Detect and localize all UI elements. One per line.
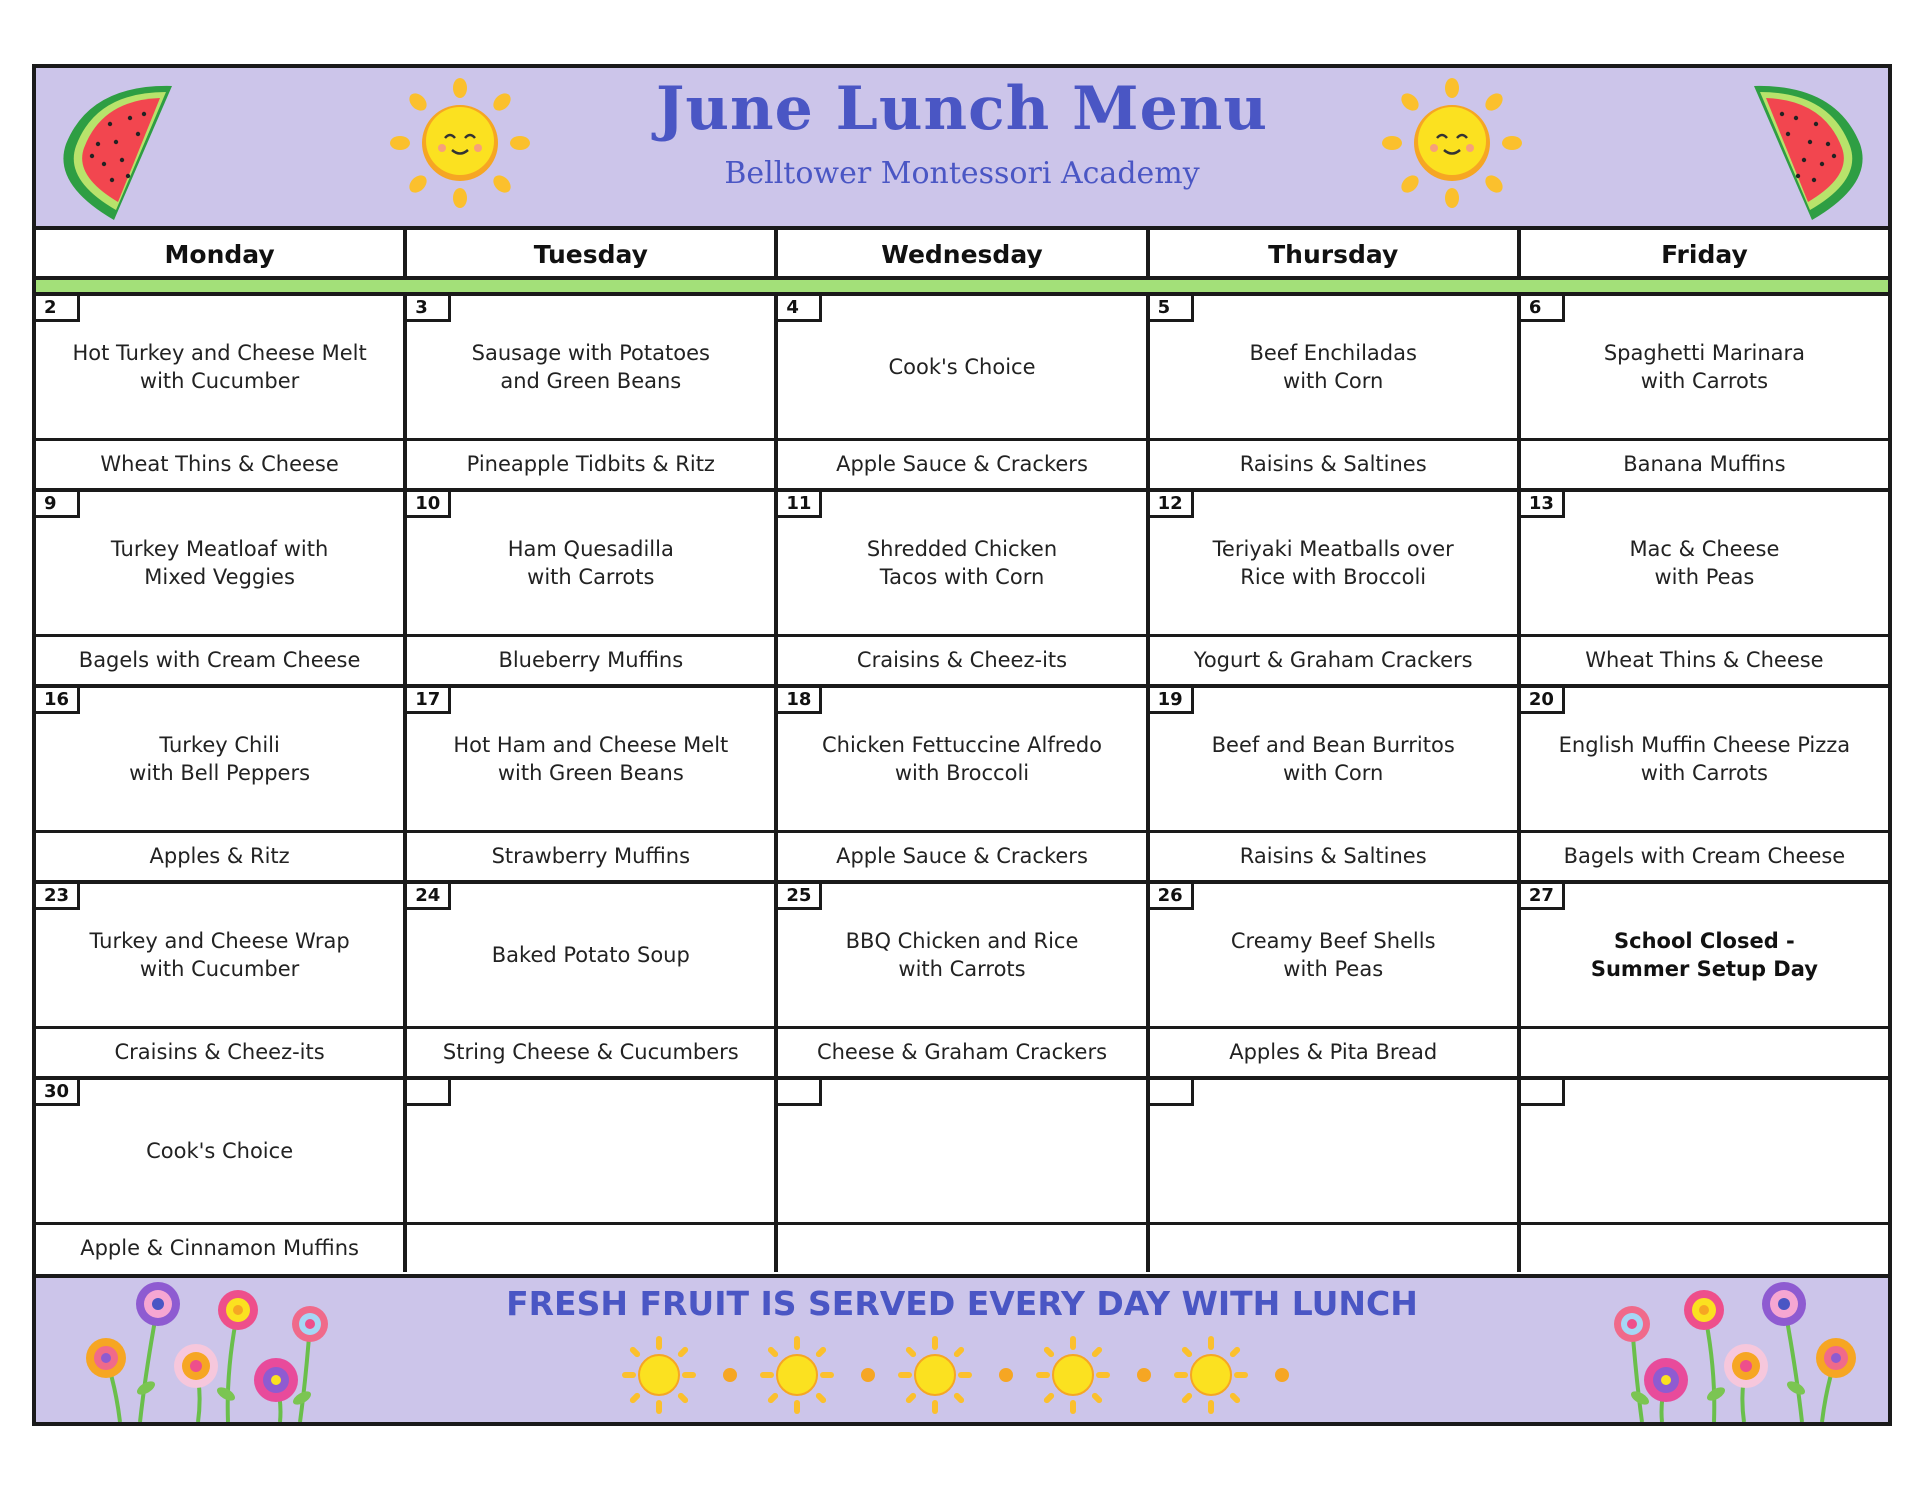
- day-cell: [407, 492, 778, 684]
- week-row: [36, 488, 1888, 684]
- menu-grid: [36, 292, 1888, 1274]
- date-number: 11: [778, 492, 822, 518]
- day-cell: [1521, 492, 1888, 684]
- lunch-item: Ham Quesadilla with Carrots: [507, 537, 674, 589]
- day-cell: [36, 296, 407, 488]
- lunch-item: Hot Turkey and Cheese Melt with Cucumber: [72, 341, 367, 393]
- date-number: 13: [1521, 492, 1565, 518]
- snack-item: [1521, 1222, 1888, 1272]
- day-cell: [1150, 296, 1521, 488]
- day-cell: [36, 1080, 407, 1272]
- snack-item: Cheese & Graham Crackers: [778, 1026, 1145, 1076]
- snack-item: String Cheese & Cucumbers: [407, 1026, 774, 1076]
- snack-item: Raisins & Saltines: [1150, 830, 1517, 880]
- day-cell: [1521, 1080, 1888, 1272]
- day-cell: [1150, 492, 1521, 684]
- day-cell: [778, 1080, 1149, 1272]
- day-cell: [1150, 688, 1521, 880]
- date-number: 4: [778, 296, 822, 322]
- snack-item: Apples & Ritz: [36, 830, 403, 880]
- day-cell: [36, 688, 407, 880]
- school-name: Belltower Montessori Academy: [724, 156, 1200, 191]
- date-number: 12: [1150, 492, 1194, 518]
- lunch-item: Spaghetti Marinara with Carrots: [1603, 341, 1806, 393]
- weekday-header-row: [36, 230, 1888, 280]
- lunch-item: Chicken Fettuccine Alfredo with Broccoli: [822, 733, 1102, 785]
- snack-item: Craisins & Cheez-its: [36, 1026, 403, 1076]
- snack-item: Wheat Thins & Cheese: [1521, 634, 1888, 684]
- lunch-item: Mac & Cheese with Peas: [1629, 537, 1780, 589]
- date-number: 27: [1521, 884, 1565, 910]
- snack-item: Wheat Thins & Cheese: [36, 438, 403, 488]
- weekday-wednesday: Wednesday: [778, 230, 1149, 280]
- day-cell: [1521, 884, 1888, 1076]
- lunch-item: Turkey Chili with Bell Peppers: [129, 733, 311, 785]
- snack-item: [778, 1222, 1145, 1272]
- lunch-item: School Closed - Summer Setup Day: [1590, 929, 1818, 981]
- day-cell: [36, 492, 407, 684]
- weekday-tuesday: Tuesday: [407, 230, 778, 280]
- snack-item: Craisins & Cheez-its: [778, 634, 1145, 684]
- snack-item: Yogurt & Graham Crackers: [1150, 634, 1517, 684]
- day-cell: [36, 884, 407, 1076]
- snack-item: Apples & Pita Bread: [1150, 1026, 1517, 1076]
- date-number: 3: [407, 296, 451, 322]
- menu-header: [36, 68, 1888, 230]
- day-cell: [407, 884, 778, 1076]
- date-number: 25: [778, 884, 822, 910]
- date-number: 26: [1150, 884, 1194, 910]
- date-number: 19: [1150, 688, 1194, 714]
- week-row: [36, 880, 1888, 1076]
- lunch-item: Baked Potato Soup: [491, 943, 690, 967]
- weekday-friday: Friday: [1521, 230, 1888, 280]
- day-cell: [1521, 296, 1888, 488]
- lunch-item: [407, 1080, 774, 1222]
- week-row: [36, 292, 1888, 488]
- date-number: 18: [778, 688, 822, 714]
- snack-item: [407, 1222, 774, 1272]
- snack-item: Raisins & Saltines: [1150, 438, 1517, 488]
- fresh-fruit-notice: FRESH FRUIT IS SERVED EVERY DAY WITH LUNCH: [506, 1284, 1418, 1323]
- date-number: 20: [1521, 688, 1565, 714]
- day-cell: [778, 296, 1149, 488]
- day-cell: [1150, 884, 1521, 1076]
- week-row: [36, 1076, 1888, 1272]
- watermelon-icon: [1736, 74, 1876, 224]
- date-number: 9: [36, 492, 80, 518]
- snack-item: Apple & Cinnamon Muffins: [36, 1222, 403, 1272]
- day-cell: [778, 492, 1149, 684]
- day-cell: [1150, 1080, 1521, 1272]
- day-cell: [407, 1080, 778, 1272]
- snack-item: Banana Muffins: [1521, 438, 1888, 488]
- lunch-item: Creamy Beef Shells with Peas: [1230, 929, 1436, 981]
- date-number: 24: [407, 884, 451, 910]
- date-number: 30: [36, 1080, 80, 1106]
- snack-item: Apple Sauce & Crackers: [778, 830, 1145, 880]
- lunch-item: Cook's Choice: [888, 355, 1036, 379]
- lunch-item: BBQ Chicken and Rice with Carrots: [845, 929, 1079, 981]
- day-cell: [407, 296, 778, 488]
- date-number: 2: [36, 296, 80, 322]
- flower-cluster-icon: [1566, 1278, 1866, 1422]
- snack-item: Pineapple Tidbits & Ritz: [407, 438, 774, 488]
- date-number: 23: [36, 884, 80, 910]
- week-row: [36, 684, 1888, 880]
- snack-item: [1150, 1222, 1517, 1272]
- lunch-item: [778, 1080, 1145, 1222]
- lunch-item: Beef and Bean Burritos with Corn: [1211, 733, 1455, 785]
- page-title: June Lunch Menu: [655, 74, 1268, 144]
- weekday-monday: Monday: [36, 230, 407, 280]
- lunch-item: Shredded Chicken Tacos with Corn: [866, 537, 1058, 589]
- lunch-item: English Muffin Cheese Pizza with Carrots: [1558, 733, 1851, 785]
- snack-item: Blueberry Muffins: [407, 634, 774, 684]
- date-number: 16: [36, 688, 80, 714]
- snack-item: Bagels with Cream Cheese: [36, 634, 403, 684]
- menu-frame: [32, 64, 1892, 1426]
- lunch-item: Teriyaki Meatballs over Rice with Broccoli: [1212, 537, 1454, 589]
- lunch-item: Cook's Choice: [146, 1139, 294, 1163]
- date-number: 17: [407, 688, 451, 714]
- sun-row-icon: [620, 1334, 1340, 1418]
- lunch-item: Beef Enchiladas with Corn: [1249, 341, 1417, 393]
- snack-item: [1521, 1026, 1888, 1076]
- snack-item: Apple Sauce & Crackers: [778, 438, 1145, 488]
- date-number: 6: [1521, 296, 1565, 322]
- lunch-item: Turkey and Cheese Wrap with Cucumber: [89, 929, 350, 981]
- day-cell: [778, 884, 1149, 1076]
- snack-item: Strawberry Muffins: [407, 830, 774, 880]
- day-cell: [1521, 688, 1888, 880]
- day-cell: [778, 688, 1149, 880]
- lunch-item: [1150, 1080, 1517, 1222]
- divider-bar: [36, 280, 1888, 292]
- lunch-item: [1521, 1080, 1888, 1222]
- lunch-item: Turkey Meatloaf with Mixed Veggies: [110, 537, 329, 589]
- date-number: 5: [1150, 296, 1194, 322]
- date-number: 10: [407, 492, 451, 518]
- weekday-thursday: Thursday: [1150, 230, 1521, 280]
- menu-footer: [36, 1274, 1888, 1422]
- sun-icon: [1382, 78, 1522, 208]
- day-cell: [407, 688, 778, 880]
- snack-item: Bagels with Cream Cheese: [1521, 830, 1888, 880]
- lunch-item: Sausage with Potatoes and Green Beans: [471, 341, 710, 393]
- lunch-item: Hot Ham and Cheese Melt with Green Beans: [453, 733, 729, 785]
